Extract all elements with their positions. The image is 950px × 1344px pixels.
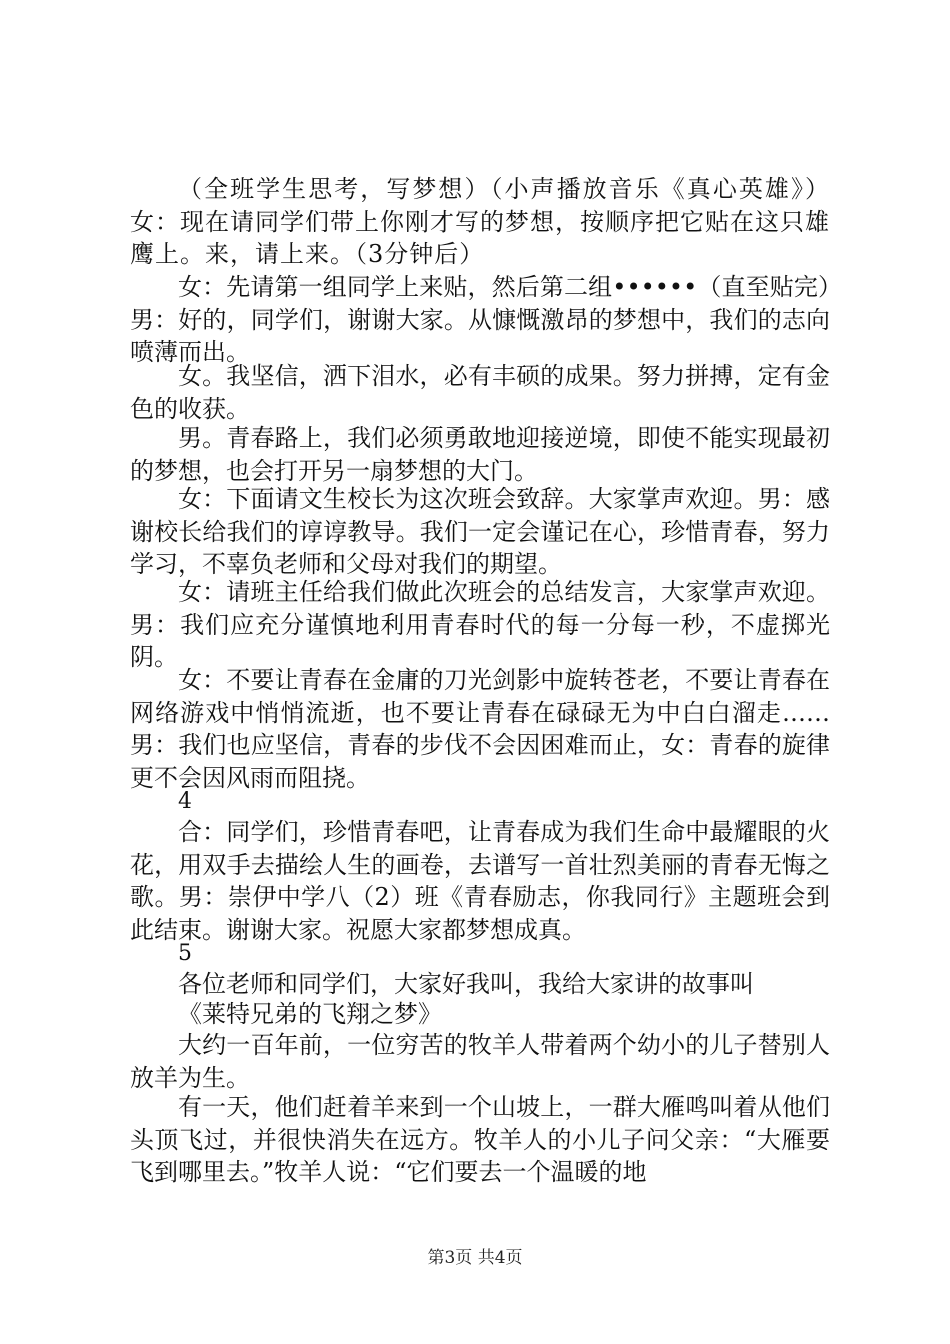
paragraph-8: 合：同学们，珍惜青春吧，让青春成为我们生命中最耀眼的火花，用双手去描绘人生的画卷，去谱写一首壮烈美丽的青春无悔之歌。男：崇伊中学八（2）班《青春励志，你我同行》主题班会到此结束。谢谢大家。祝愿大家都梦想成真。 <box>130 818 830 944</box>
paragraph-7: 女：不要让青春在金庸的刀光剑影中旋转苍老，不要让青春在网络游戏中悄悄流逝，也不要让青春在碌碌无为中白白溜走……男：我们也应坚信，青春的步伐不会因困难而止，女：青春的旋律更不会因风雨而阻挠。 <box>130 666 830 792</box>
page-footer: 第3页 共4页 <box>427 1248 523 1268</box>
paragraph-5: 女：下面请文生校长为这次班会致辞。大家掌声欢迎。男：感谢校长给我们的谆谆教导。我们一定会谨记在心，珍惜青春，努力学习，不辜负老师和父母对我们的期望。 <box>130 485 830 578</box>
paragraph-11: 有一天，他们赶着羊来到一个山坡上，一群大雁鸣叫着从他们头顶飞过，并很快消失在远方。牧羊人的小儿子问父亲：“大雁要飞到哪里去。”牧羊人说：“它们要去一个温暖的地 <box>130 1093 830 1186</box>
story-title: 《莱特兄弟的飞翔之梦》 <box>178 1000 442 1028</box>
section-number-4: 4 <box>178 789 192 814</box>
section-number-5: 5 <box>178 941 192 966</box>
paragraph-9: 各位老师和同学们，大家好我叫，我给大家讲的故事叫 <box>178 970 754 998</box>
paragraph-4: 男。青春路上，我们必须勇敢地迎接逆境，即使不能实现最初的梦想，也会打开另一扇梦想的大门。 <box>130 424 830 485</box>
paragraph-1: （全班学生思考，写梦想）（小声播放音乐《真心英雄》）女：现在请同学们带上你刚才写的梦想，按顺序把它贴在这只雄鹰上。来，请上来。（3分钟后） <box>130 175 830 268</box>
paragraph-10: 大约一百年前，一位穷苦的牧羊人带着两个幼小的儿子替别人放羊为生。 <box>130 1031 830 1092</box>
paragraph-6: 女：请班主任给我们做此次班会的总结发言，大家掌声欢迎。男：我们应充分谨慎地利用青春时代的每一分每一秒，不虚掷光阴。 <box>130 578 830 671</box>
paragraph-2: 女：先请第一组同学上来贴，然后第二组••••••（直至贴完）男：好的，同学们，谢谢大家。从慷慨激昂的梦想中，我们的志向喷薄而出。 <box>130 273 830 366</box>
paragraph-3: 女。我坚信，洒下泪水，必有丰硕的成果。努力拼搏，定有金色的收获。 <box>130 362 830 423</box>
